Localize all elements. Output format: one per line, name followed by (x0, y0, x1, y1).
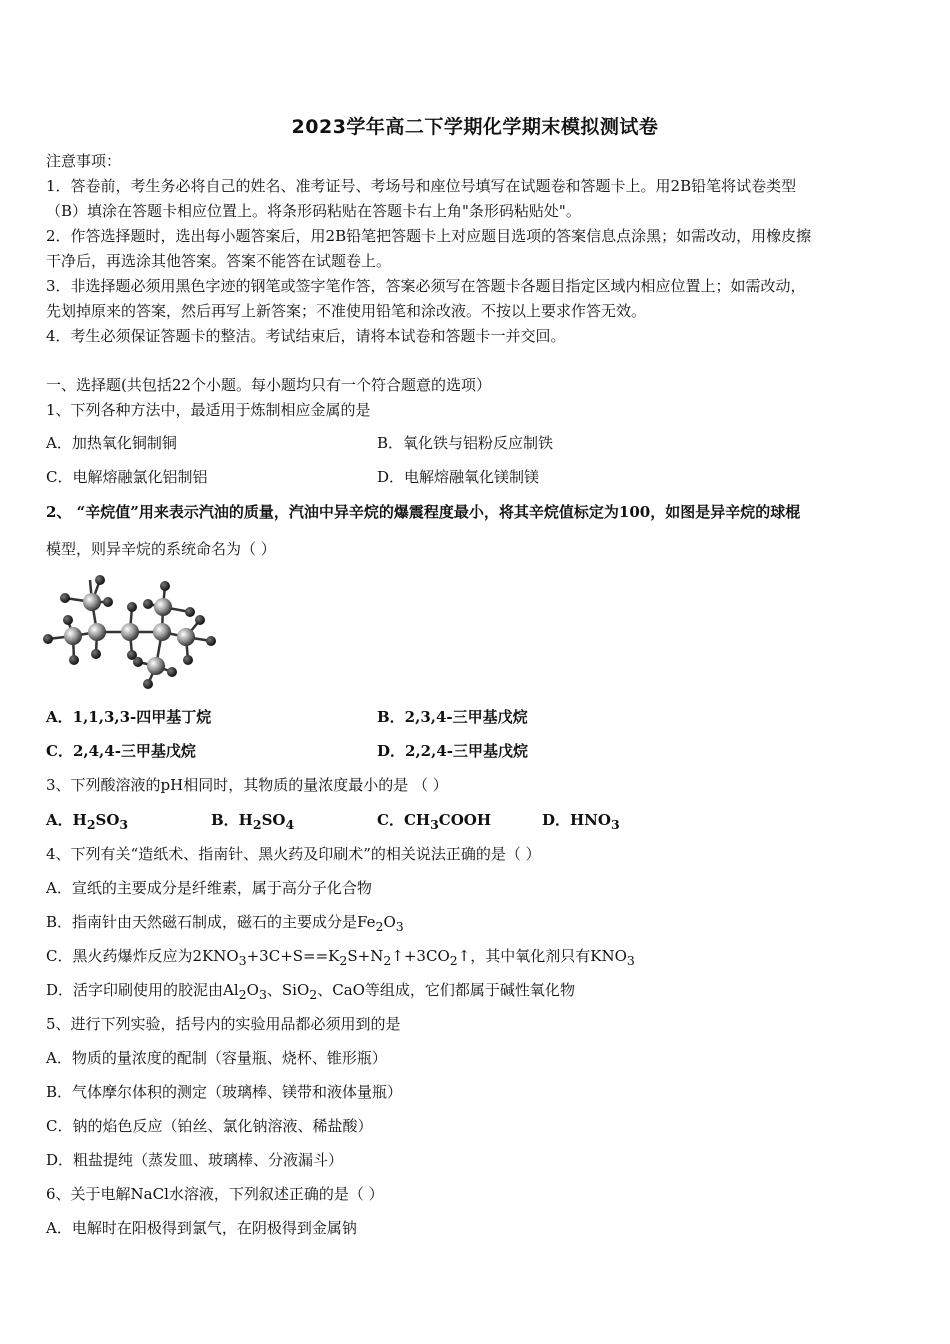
q2-option-a: A．1,1,3,3-四甲基丁烷 (46, 708, 212, 726)
q3-option-d: D．$HNO_3$ (542, 811, 620, 832)
q1-option-d: D．电解熔融氧化镁制镁 (377, 468, 540, 486)
isooctane-ball-stick-model (40, 572, 230, 694)
q6-option-a: A．电解时在阳极得到氯气，在阴极得到金属钠 (46, 1219, 357, 1237)
q4-option-b: B．指南针由天然磁石制成，磁石的主要成分是$Fe_2O_3$ (46, 913, 404, 934)
q5-option-a: A．物质的量浓度的配制（容量瓶、烧杯、锥形瓶） (46, 1049, 387, 1067)
q4-option-d: D．活字印刷使用的胶泥由$Al_2O_3$、SiO$_2$、CaO等组成，它们都属于碱性氧化物 (46, 981, 575, 1002)
q3-option-a: A．$H_2SO_3$ (46, 811, 129, 832)
q3-stem: 3、下列酸溶液的pH相同时，其物质的量浓度最小的是 （ ） (46, 776, 448, 794)
q1-option-b: B．氧化铁与铝粉反应制铁 (377, 434, 554, 452)
page-title: 2023学年高二下学期化学期末模拟测试卷 (291, 116, 659, 138)
q2-stem-line-2: 模型，则异辛烷的系统命名为（ ） (46, 540, 276, 558)
notice-line-7: 4．考生必须保证答题卡的整洁。考试结束后，请将本试卷和答题卡一并交回。 (46, 327, 566, 345)
q2-option-d: D．2,2,4-三甲基戊烷 (377, 742, 528, 760)
q6-stem: 6、关于电解NaCl水溶液，下列叙述正确的是（ ） (46, 1185, 384, 1203)
q1-option-c: C．电解熔融氯化铝制铝 (46, 468, 208, 486)
q2-option-c: C．2,4,4-三甲基戊烷 (46, 742, 196, 760)
q4-option-a: A．宣纸的主要成分是纤维素，属于高分子化合物 (46, 879, 372, 897)
q2-stem-line-1: 2、 “辛烷值”用来表示汽油的质量，汽油中异辛烷的爆震程度最小，将其辛烷值标定为100，如图是异辛烷的球棍 (46, 503, 801, 521)
notice-line-1: 1．答卷前，考生务必将自己的姓名、准考证号、考场号和座位号填写在试题卷和答题卡上。用2B铅笔将试卷类型 (46, 177, 797, 195)
q4-stem: 4、下列有关“造纸术、指南针、黑火药及印刷术”的相关说法正确的是（ ） (46, 845, 541, 863)
q3-option-c: C．$CH_3COOH$ (377, 811, 492, 832)
notice-line-2: （B）填涂在答题卡相应位置上。将条形码粘贴在答题卡右上角"条形码粘贴处"。 (46, 202, 581, 220)
q4-option-c: C．黑火药爆炸反应为$2KNO_3+3C+S==K_2S+N_2↑+3CO_2↑$，其中氧化剂只有$KNO_3$ (46, 947, 635, 968)
notice-line-5: 3．非选择题必须用黑色字迹的钢笔或签字笔作答，答案必须写在答题卡各题目指定区域内相应位置上；如需改动， (46, 277, 806, 295)
q2-option-b: B．2,3,4-三甲基戊烷 (377, 708, 528, 726)
q5-stem: 5、进行下列实验，括号内的实验用品都必须用到的是 (46, 1015, 401, 1033)
q5-option-c: C．钠的焰色反应（铂丝、氯化钠溶液、稀盐酸） (46, 1117, 373, 1135)
q3-option-b: B．$H_2SO_4$ (211, 811, 295, 832)
q1-stem: 1、下列各种方法中，最适用于炼制相应金属的是 (46, 401, 371, 419)
notice-heading: 注意事项： (46, 152, 122, 170)
notice-line-3: 2．作答选择题时，选出每小题答案后，用2B铅笔把答题卡上对应题目选项的答案信息点涂黑；如需改动，用橡皮擦 (46, 227, 812, 245)
q1-option-a: A．加热氧化铜制铜 (46, 434, 177, 452)
q5-option-b: B．气体摩尔体积的测定（玻璃棒、镁带和液体量瓶） (46, 1083, 403, 1101)
notice-line-6: 先划掉原来的答案，然后再写上新答案；不准使用铅笔和涂改液。不按以上要求作答无效。 (46, 302, 647, 320)
notice-line-4: 干净后，再选涂其他答案。答案不能答在试题卷上。 (46, 252, 392, 270)
section-heading: 一、选择题(共包括22个小题。每小题均只有一个符合题意的选项） (46, 376, 491, 394)
q5-option-d: D．粗盐提纯（蒸发皿、玻璃棒、分液漏斗） (46, 1151, 344, 1169)
